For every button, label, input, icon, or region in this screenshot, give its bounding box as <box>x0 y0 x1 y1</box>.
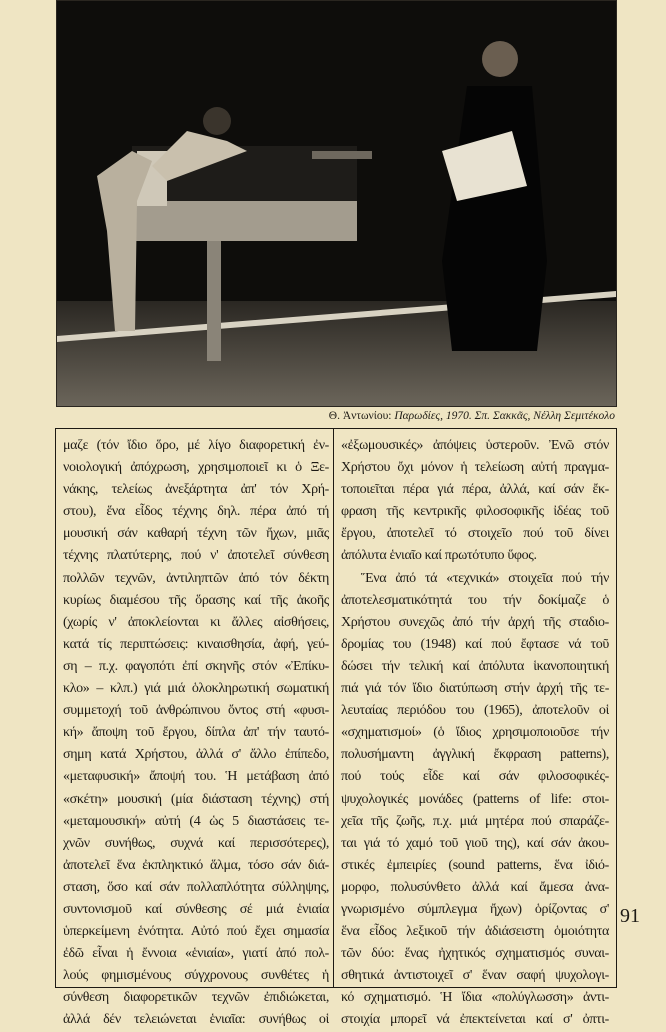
text-line: κατά τίς περιπτώσεις: κιναισθησία, ἀφή, γεύ- <box>63 636 329 652</box>
text-line: κό σχηματισμό. Ἡ ἴδια «πολύγλωσση» ἀντι- <box>341 990 609 1006</box>
photo-caption <box>60 410 615 422</box>
text-line: κυρίως διαμέσου τῆς ὅρασης καί τῆς ἀκοῆς <box>63 592 329 608</box>
text-line: δρομίας του (1948) καί πού ἔφτασε νά τοῦ <box>341 636 609 652</box>
text-line: μορφο, πολυσύνθετο ἀλλά καί ἄμεσα ἀνα- <box>341 879 609 895</box>
left-column <box>63 435 329 1032</box>
text-line: ἕνα εἶδος λεξικοῦ τήν ἀδιάσειστη ὁμοιότητα <box>341 924 609 940</box>
photo-illustration <box>57 1 616 406</box>
text-line: ἀποτελεῖ ἕνα ἐκπληκτικό ἅλμα, τόσο σάν διά- <box>63 857 329 873</box>
text-line: ὑπερκείμενη ἑνότητα. Αὐτό πού ἔχει σημασία <box>63 924 329 940</box>
right-column <box>341 435 609 1032</box>
text-line: φραση τῆς κεντρικῆς φιλοσοφικῆς ἰδέας τοῦ <box>341 504 609 520</box>
text-line: μαζε (τόν ἴδιο ὅρο, μέ λίγο διαφορετική ἐν- <box>63 438 329 453</box>
text-line: σθητικά ἀντιστοιχεῖ σ' ἕναν σαφή ψυχολογι- <box>341 968 609 984</box>
text-line: πολυσήμαντη ἀγγλική ἔκφραση patterns), <box>341 747 609 763</box>
text-line: Χρήστου ὄχι μόνον ἡ τελείωση αὐτή πραγμα- <box>341 460 609 476</box>
text-line: πολλῶν τεχνῶν, ἀντιληπτῶν ἀπό τόν δέκτη <box>63 570 329 586</box>
text-line: ση – π.χ. φαγοπότι ἐπί σκηνῆς στόν «Ἐπίκυ- <box>63 658 329 674</box>
text-line: ἀλλά δέν τελειώνεται ἑνιαῖα: συνήθως οἱ <box>63 1012 329 1028</box>
page-number: 91 <box>620 905 640 927</box>
text-line: Χρήστου συνεχῶς ἀπό τήν ἀρχή τῆς σταδιο- <box>341 614 609 630</box>
text-line: στοιχία μπορεῖ νά ἐπεκτείνεται καί σ' ὀπτι- <box>341 1012 609 1028</box>
text-line: λευταίας περιόδου του (1965), ἀποτελοῦν οἱ <box>341 703 609 719</box>
text-line: γνωρισμένο σύμπλεγμα ἤχων) ὁρίζοντας σ' <box>341 901 609 917</box>
text-line: συμμετοχή τοῦ ἀνθρώπινου ὄντος στή «φυσι- <box>63 703 329 719</box>
text-line: τέχνης πλατύτερης, πού ν' ἀποτελεῖ σύνθεση <box>63 548 329 564</box>
text-line: «σχηματισμοί» (ὁ ἴδιος χρησιμοποιοῦσε τήν <box>341 725 609 741</box>
text-line: τῶν δύο: ἕνας ἠχητικός σχηματισμός συναι- <box>341 946 609 962</box>
text-line: πού τούς εἶδε καί σάν φιλοσοφικές- <box>341 769 609 785</box>
text-line: ἀπόλυτα ἑνιαῖο καί πρωτότυπο ὕφος. <box>341 548 537 564</box>
column-divider <box>333 429 334 987</box>
text-line: τοποιεῖται πέρα γιά πέρα, ἀλλά, καί σάν ἔκ- <box>341 482 609 498</box>
text-line: ἀποτελεσματικότητά του τήν δοκίμαζε ὁ <box>341 592 609 608</box>
caption-author: Θ. Ἀντωνίου: <box>328 410 392 422</box>
text-line: μουσική σάν καθαρή τέχνη τῶν ἤχων, μιᾶς <box>63 526 329 542</box>
text-line: σύνθεση διαφορετικῶν τεχνῶν ἐπιδιώκεται, <box>63 990 329 1006</box>
text-columns <box>55 428 617 1028</box>
text-line: πιά γιά τόν ἴδιο διατύπωση στήν ἀρχή τῆς τε- <box>341 681 609 697</box>
text-line: στικές ἐμπειρίες (sound patterns, ἕνα ἰδιό- <box>341 857 609 873</box>
text-line: δώσει τήν τελική καί ἀπόλυτα ἱκανοποιητική <box>341 658 609 674</box>
text-line: ται γιά τό χαμό τοῦ γιοῦ της), καί σάν ἀκου- <box>341 835 609 851</box>
text-line: «μεταφυσική» ἄποψή του. Ἡ μετάβαση ἀπό <box>63 769 329 785</box>
text-line: νοιολογική ἀπόχρωση, χρησιμοποιεῖ κι ὁ Ξε- <box>63 460 329 476</box>
text-line: κλο» – κλπ.) γιά μιά ὁλοκληρωτική σωματική <box>63 681 329 697</box>
text-line: Ἕνα ἀπό τά «τεχνικά» στοιχεῖα πού τήν <box>361 570 609 586</box>
text-line: ἐδῶ εἶναι ἡ ἔννοια «ἑνιαία», γιατί ἀπό πολ- <box>63 946 329 962</box>
text-line: χνῶν συνήθως, συχνά καί περισσότερες), <box>63 835 329 851</box>
text-line: συντονισμοῦ καί σύνθεσης σέ μιά ἑνιαία <box>63 901 329 917</box>
text-line: στου), ἕνα εἶδος τέχνης δηλ. πέρα ἀπό τή <box>63 504 329 520</box>
text-line: ψυχολογικές μονάδες (patterns of life: στοι- <box>341 791 609 807</box>
text-line: κή» ἄποψη τοῦ ἔργου, δίπλα ἀπ' τήν ταυτό- <box>63 725 329 741</box>
text-line: «σκέτη» μουσική (μία διάσταση τέχνης) στή <box>63 791 329 807</box>
text-line: «ἐξωμουσικές» ἀπόψεις ὑστεροῦν. Ἐνῶ στόν <box>341 438 609 453</box>
text-line: (χωρίς ν' ἀποκλείονται κι ἄλλες αἰσθήσεις, <box>63 614 329 630</box>
text-line: λούς φημισμένους σύγχρονους συνθέτες ἡ <box>63 968 329 984</box>
text-line: ἔργου, ἀποτελεῖ τό στοιχεῖο πού τοῦ δίνει <box>341 526 609 542</box>
text-line: νάκης, τελείως ἀνεξάρτητα ἀπ' τόν Χρή- <box>63 482 329 498</box>
text-line: σημη κατά Χρήστου, ἀλλά σ' ἄλλο ἐπίπεδο, <box>63 747 329 763</box>
performance-photo <box>56 0 617 407</box>
caption-work: Παρωδίες, 1970. Σπ. Σακκᾶς, Νέλλη Σεμιτέκολο <box>394 410 615 422</box>
text-line: «μεταμουσική» αὐτή (4 ὡς 5 διαστάσεις τε- <box>63 813 329 829</box>
text-line: σταση, ὅσο καί σάν πολλαπλότητα σύλληψης, <box>63 879 329 895</box>
text-line: χεῖα τῆς ζωῆς, π.χ. μιά μητέρα πού σπαράζε- <box>341 813 609 829</box>
